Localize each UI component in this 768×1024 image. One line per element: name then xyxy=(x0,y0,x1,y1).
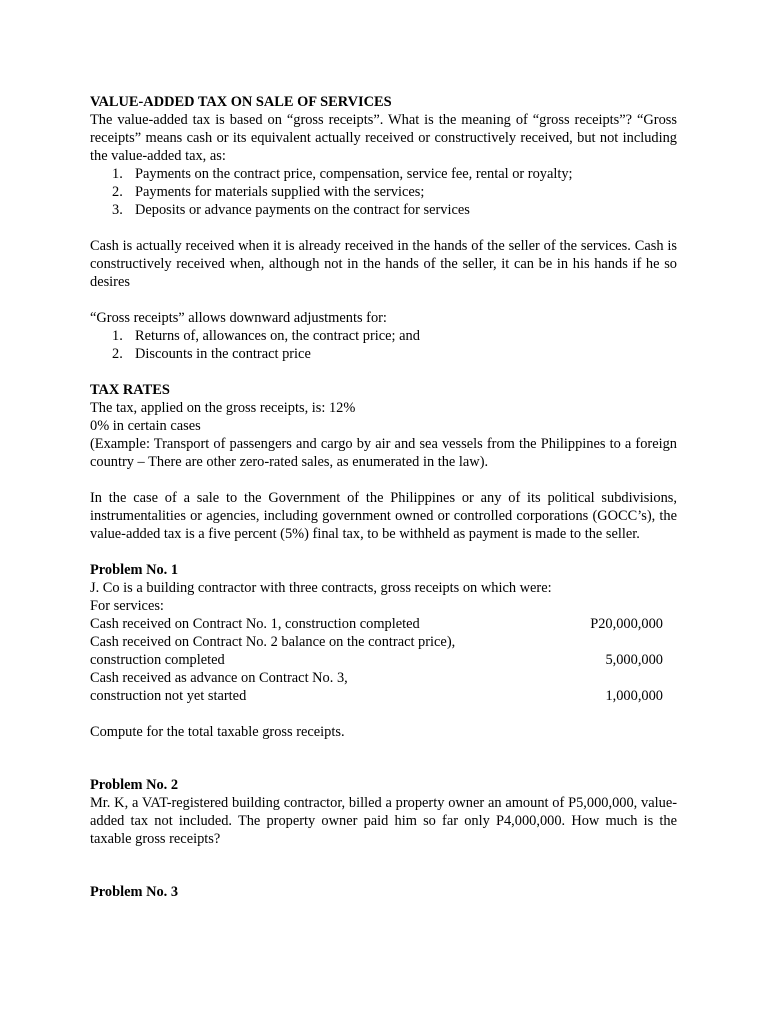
section-heading-vat-services: VALUE-ADDED TAX ON SALE OF SERVICES xyxy=(90,94,392,110)
problem-1-intro: J. Co is a building contractor with three contracts, gross receipts on which were: xyxy=(90,580,552,596)
list-number: 2. xyxy=(112,184,123,200)
zero-rate-line: 0% in certain cases xyxy=(90,418,201,434)
list-text: Payments for materials supplied with the services; xyxy=(135,184,425,200)
receipt-amount: P20,000,000 xyxy=(590,616,663,632)
list-text: Payments on the contract price, compensation, service fee, rental or royalty; xyxy=(135,166,573,182)
receipt-label-continued: construction completed xyxy=(90,652,225,668)
problem-2-text: Mr. K, a VAT-registered building contractor, billed a property owner an amount of P5,000,000, value-added tax not included. The property owner paid him so far only P4,000,000. How much is the taxable gross receipts? xyxy=(90,795,677,847)
receipt-row-contract-1 xyxy=(90,615,677,633)
list-number: 2. xyxy=(112,346,123,362)
cash-received-paragraph: Cash is actually received when it is already received in the hands of the seller of the services. Cash is constructively received when, although not in the hands of the seller, it can be in his hands if he so desires xyxy=(90,238,677,290)
list-item xyxy=(90,183,677,201)
list-item xyxy=(90,201,677,219)
list-number: 3. xyxy=(112,202,123,218)
adjustments-intro: “Gross receipts” allows downward adjustments for: xyxy=(90,310,387,326)
receipt-label: Cash received on Contract No. 2 balance on the contract price), xyxy=(90,634,456,650)
adjustments-list xyxy=(90,327,677,363)
problem-3-heading: Problem No. 3 xyxy=(90,884,179,900)
receipt-label: Cash received on Contract No. 1, construction completed xyxy=(90,616,420,632)
list-number: 1. xyxy=(112,328,123,344)
receipt-row-contract-2 xyxy=(90,633,677,669)
document-body xyxy=(90,93,677,901)
government-sale-paragraph: In the case of a sale to the Government of the Philippines or any of its political subdivisions, instrumentalities or agencies, including government owned or controlled corporations (GOCC’s), the value-added tax is a five percent (5%) final tax, to be withheld as payment is made to the seller. xyxy=(90,490,677,542)
gross-receipts-list xyxy=(90,165,677,219)
list-item xyxy=(90,345,677,363)
list-text: Deposits or advance payments on the contract for services xyxy=(135,202,470,218)
problem-2-heading: Problem No. 2 xyxy=(90,777,179,793)
list-text: Returns of, allowances on, the contract price; and xyxy=(135,328,420,344)
list-item xyxy=(90,165,677,183)
receipt-label-continued: construction not yet started xyxy=(90,688,247,704)
gross-receipts-intro: The value-added tax is based on “gross receipts”. What is the meaning of “gross receipts”? “Gross receipts” means cash or its equivalent actually received or constructively received, but not including the value-added tax, as: xyxy=(90,112,677,164)
receipt-amount: 1,000,000 xyxy=(605,688,663,704)
tax-rate-line: The tax, applied on the gross receipts, is: 12% xyxy=(90,400,356,416)
problem-1-for-services: For services: xyxy=(90,598,164,614)
problem-1-question: Compute for the total taxable gross receipts. xyxy=(90,724,345,740)
list-text: Discounts in the contract price xyxy=(135,346,311,362)
list-item xyxy=(90,327,677,345)
zero-rate-example: (Example: Transport of passengers and cargo by air and sea vessels from the Philippines to a foreign country – There are other zero-rated sales, as enumerated in the law). xyxy=(90,436,677,470)
problem-1-heading: Problem No. 1 xyxy=(90,562,179,578)
receipt-row-contract-3 xyxy=(90,669,677,705)
receipt-label: Cash received as advance on Contract No. 3, xyxy=(90,670,348,686)
list-number: 1. xyxy=(112,166,123,182)
receipt-amount: 5,000,000 xyxy=(605,652,663,668)
section-heading-tax-rates: TAX RATES xyxy=(90,382,170,398)
